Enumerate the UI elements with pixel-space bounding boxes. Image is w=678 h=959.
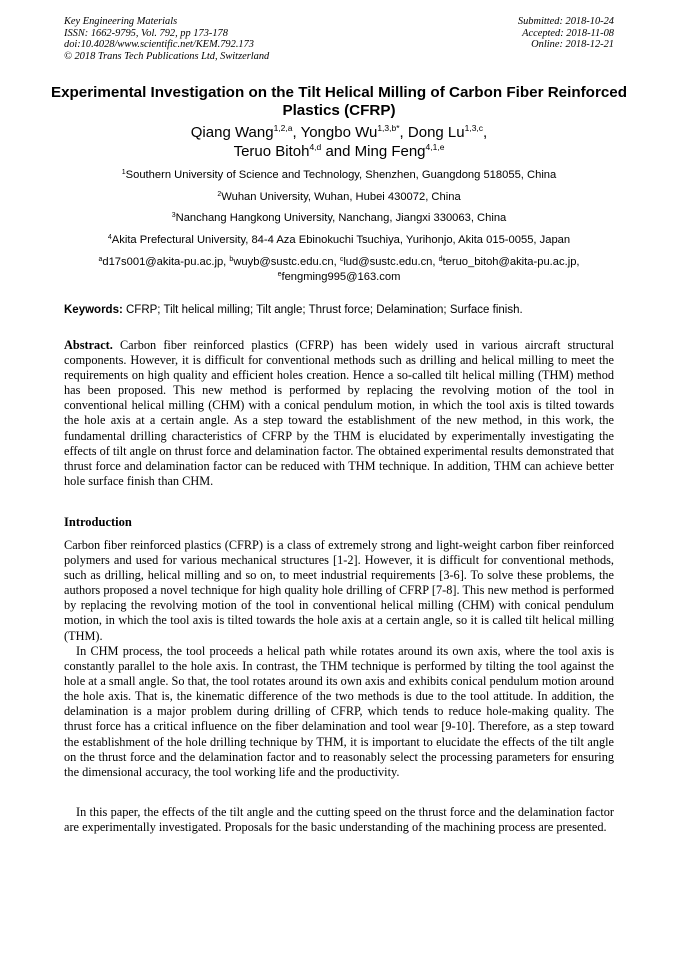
email-mark: b xyxy=(229,256,234,263)
author-separator: , xyxy=(399,124,408,141)
author-affiliation-mark: 1,3,b* xyxy=(377,123,400,133)
email-address: fengming995@163.com xyxy=(281,271,401,283)
email-address: wuyb@sustc.edu.cn, xyxy=(233,256,340,268)
email-mark: e xyxy=(277,271,282,278)
journal-doi: doi:10.4028/www.scientific.net/KEM.792.173 xyxy=(64,39,254,51)
author-name: Ming Feng xyxy=(354,143,426,160)
affiliation-1 xyxy=(30,168,648,182)
author-separator: and xyxy=(321,143,355,160)
email-mark: d xyxy=(438,256,443,263)
author-affiliation-mark: 1,3,c xyxy=(464,123,484,133)
affiliation-2 xyxy=(30,190,648,204)
email-line-1 xyxy=(30,255,648,269)
affiliation-mark: 4 xyxy=(107,234,112,241)
intro-paragraph-2: In CHM process, the tool proceeds a helical path while rotates around its own axis, where the tool axis is constantly parallel to the hole axis. In contrast, the THM technique is performed by tilting the tool against the hole at a small angle. So that, the tool rotates around its own axis and exhibits conical pendulum motion around the hole axis. That is, the kinematic difference of the two methods is due to the tool attitude. In addition, the delamination is a major problem during drilling of CFRP, which tends to reduce hole-making quality. The thrust force has a critical influence on the fiber delamination and tool wear [9-10]. Therefore, as a step toward the establishment of the hole drilling technique by THM, it is important to elucidate the effects of the tilt angle on the thrust force and the delamination factor and to reasonably select the processing parameters for ensuring the dimensional accuracy, the tool working life and the productivity. xyxy=(64,644,614,779)
affiliation-mark: 2 xyxy=(217,191,222,198)
intro-paragraph-3: In this paper, the effects of the tilt angle and the cutting speed on the thrust force and the delamination factor are experimentally investigated. Proposals for the basic understanding of the machining process are presented. xyxy=(64,805,614,835)
author-list xyxy=(40,123,638,161)
submitted-date: Submitted: 2018-10-24 xyxy=(517,16,614,27)
author-affiliation-mark: 4,1,e xyxy=(425,142,445,152)
affiliation-text: Southern University of Science and Technology, Shenzhen, Guangdong 518055, China xyxy=(125,169,557,181)
affiliation-text: Akita Prefectural University, 84-4 Aza Ebinokuchi Tsuchiya, Yurihonjo, Akita 015-0055, Japan xyxy=(111,234,571,246)
email-address: d17s001@akita-pu.ac.jp, xyxy=(102,256,230,268)
journal-name: Key Engineering Materials xyxy=(64,16,178,27)
journal-copyright: © 2018 Trans Tech Publications Ltd, Switzerland xyxy=(64,50,270,62)
paper-title: Experimental Investigation on the Tilt Helical Milling of Carbon Fiber Reinforced Plastics (CFRP) xyxy=(50,84,628,119)
section-heading: Introduction xyxy=(64,515,132,529)
affiliation-mark: 3 xyxy=(171,212,176,219)
publication-dates xyxy=(518,16,614,51)
affiliation-text: Wuhan University, Wuhan, Hubei 430072, China xyxy=(221,191,461,203)
online-date: Online: 2018-12-21 xyxy=(531,39,614,51)
journal-issn: ISSN: 1662-9795, Vol. 792, pp 173-178 xyxy=(64,27,228,39)
author-name: Dong Lu xyxy=(407,124,465,141)
abstract-label: Abstract. xyxy=(64,338,113,352)
email-mark: c xyxy=(339,256,344,263)
keywords xyxy=(64,303,624,317)
keywords-text: CFRP; Tilt helical milling; Tilt angle; Thrust force; Delamination; Surface finish. xyxy=(122,304,523,316)
keywords-label: Keywords: xyxy=(64,304,123,316)
email-address: lud@sustc.edu.cn, xyxy=(343,256,439,268)
author-separator: , xyxy=(292,124,301,141)
author-name: Qiang Wang xyxy=(190,124,274,141)
author-name: Yongbo Wu xyxy=(300,124,378,141)
affiliation-4 xyxy=(30,233,648,247)
email-address: teruo_bitoh@akita-pu.ac.jp, xyxy=(442,256,580,268)
affiliation-mark: 1 xyxy=(121,169,126,176)
author-name: Teruo Bitoh xyxy=(233,143,310,160)
journal-info xyxy=(64,16,269,62)
accepted-date: Accepted: 2018-11-08 xyxy=(522,27,614,39)
abstract xyxy=(64,338,614,489)
author-affiliation-mark: 4,d xyxy=(309,142,322,152)
abstract-text: Carbon fiber reinforced plastics (CFRP) has been widely used in various aircraft structural components. However, it is difficult for conventional methods such as drilling and helical milling to meet the requirements on high quality and efficient holes creation. Hence a so-called tilt helical milling (THM) method has been proposed. This new method is performed by replacing the revolving motion of the tool in conventional helical milling (CHM) with a conical pendulum motion, in which the tool axis is tilted towards the hole axis at a certain angle. As a step toward the establishment of the new method, in this work, the fundamental drilling characteristics of CFRP by the THM is elucidated by experimentally investigating the effects of tilt angle on thrust force and delamination factor. The obtained experimental results demonstrated that thrust force and delamination factor can be reduced with THM technique. In addition, THM can achieve better hole surface finish than CHM. xyxy=(64,338,614,488)
email-line-2 xyxy=(30,270,648,284)
affiliation-3 xyxy=(30,211,648,225)
email-mark: a xyxy=(98,256,103,263)
intro-paragraph-1: Carbon fiber reinforced plastics (CFRP) is a class of extremely strong and light-weight carbon fiber reinforced polymers and used for various mechanical structures [1-2]. However, it is difficult for conventional methods, such as drilling, helical milling and so on, to meet industrial requirements [3-6]. To solve these problems, the authors proposed a novel technique for high quality hole drilling of CFRP [7-8]. This new method is performed by replacing the revolving motion of the tool in conventional helical milling (CHM) with conical pendulum motion, in which the tool axis is tilted towards the hole axis at a certain angle, so it is called tilt helical milling (THM). xyxy=(64,538,614,643)
author-separator: , xyxy=(483,124,488,141)
affiliation-text: Nanchang Hangkong University, Nanchang, Jiangxi 330063, China xyxy=(175,212,507,224)
author-affiliation-mark: 1,2,a xyxy=(273,123,293,133)
